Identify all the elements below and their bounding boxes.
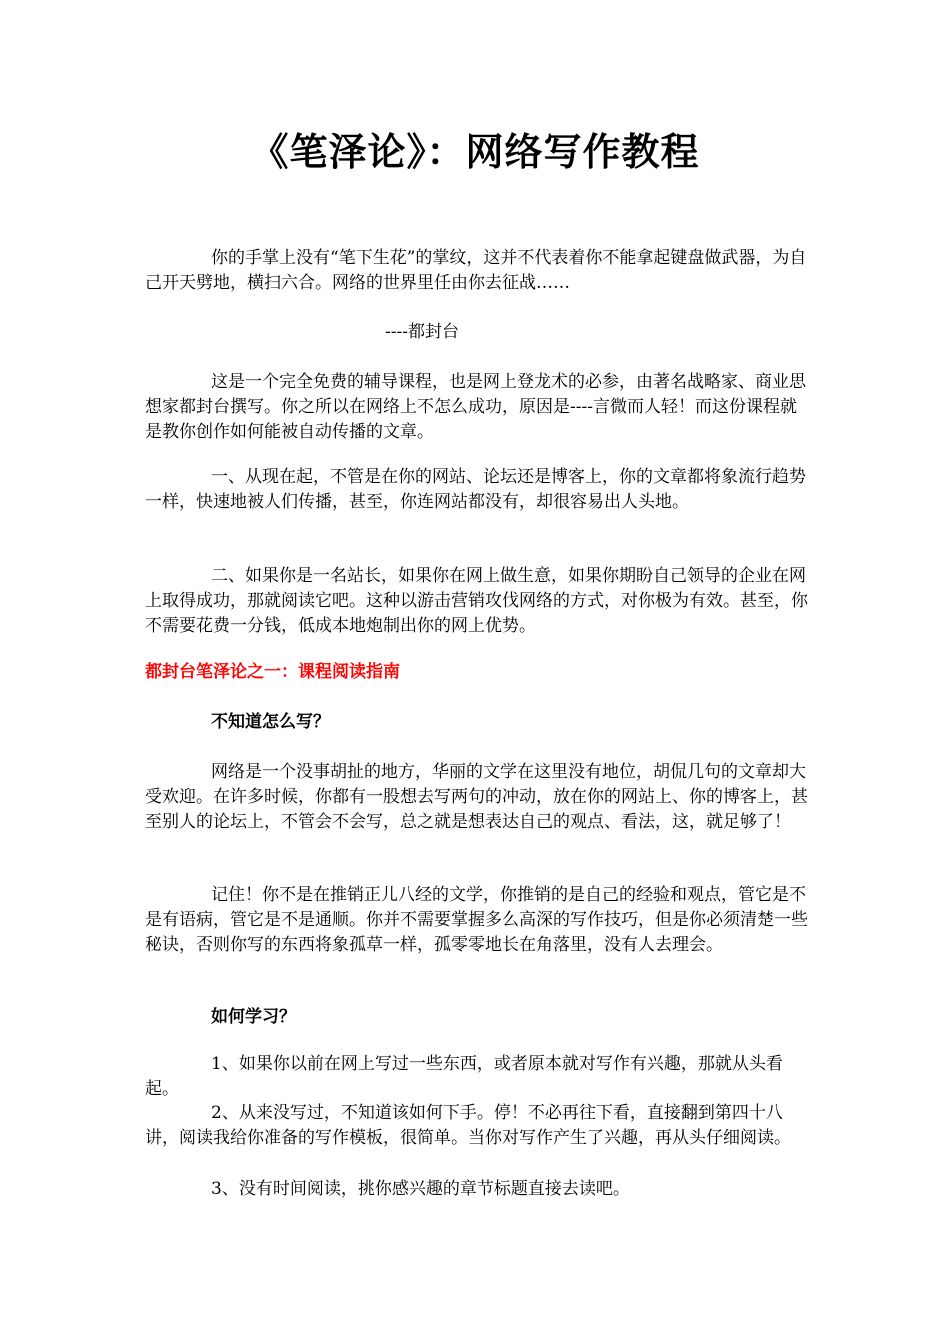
subheading-how-to-write: 不知道怎么写？ — [211, 712, 330, 732]
learn-item-2: 2、从来没写过，不知道该如何下手。停！不必再往下看，直接翻到第四十八讲，阅读我给你准备的写作模板，很简单。当你对写作产生了兴趣，再从头仔细阅读。 — [145, 1103, 791, 1148]
network-paragraph: 网络是一个没事胡扯的地方，华丽的文学在这里没有地位，胡侃几句的文章却大受欢迎。在许多时候，你都有一股想去写两句的冲动，放在你的网站上、你的博客上，甚至别人的论坛上，不管会不会写，总之就是想表达自己的观点、看法，这，就足够了！ — [145, 762, 808, 832]
learn-item-3: 3、没有时间阅读，挑你感兴趣的章节标题直接去读吧。 — [211, 1179, 630, 1199]
subheading-how-to-learn: 如何学习？ — [211, 1007, 296, 1027]
document-title: 《笔泽论》：网络写作教程 — [250, 129, 700, 174]
epigraph-attribution: ----都封台 — [385, 322, 459, 342]
intro-paragraph: 这是一个完全免费的辅导课程，也是网上登龙术的必参，由著名战略家、商业思想家都封台撰写。你之所以在网络上不怎么成功，原因是----言微而人轻！而这份课程就是教你创作如何能被自动传播的文章。 — [145, 372, 806, 442]
remember-paragraph: 记住！你不是在推销正儿八经的文学，你推销的是自己的经验和观点，管它是不是有语病，管它是不是通顺。你并不需要掌握多么高深的写作技巧，但是你必须清楚一些秘诀，否则你写的东西将象孤草一样，孤零零地长在角落里，没有人去理会。 — [145, 885, 808, 955]
section-heading: 都封台笔泽论之一：课程阅读指南 — [145, 662, 400, 682]
epigraph-paragraph: 你的手掌上没有“笔下生花”的掌纹，这并不代表着你不能拿起键盘做武器，为自己开天劈地，横扫六合。网络的世界里任由你去征战…… — [145, 248, 807, 293]
point-two-paragraph: 二、如果你是一名站长，如果你在网上做生意，如果你期盼自己领导的企业在网上取得成功，那就阅读它吧。这种以游击营销攻伐网络的方式，对你极为有效。甚至，你不需要花费一分钱，低成本地炮制出你的网上优势。 — [145, 566, 808, 636]
point-one-paragraph: 一、从现在起，不管是在你的网站、论坛还是博客上，你的文章都将象流行趋势一样，快速地被人们传播，甚至，你连网站都没有，却很容易出人头地。 — [145, 467, 806, 512]
learn-item-1: 1、如果你以前在网上写过一些东西，或者原本就对写作有兴趣，那就从头看起。 — [145, 1054, 783, 1099]
